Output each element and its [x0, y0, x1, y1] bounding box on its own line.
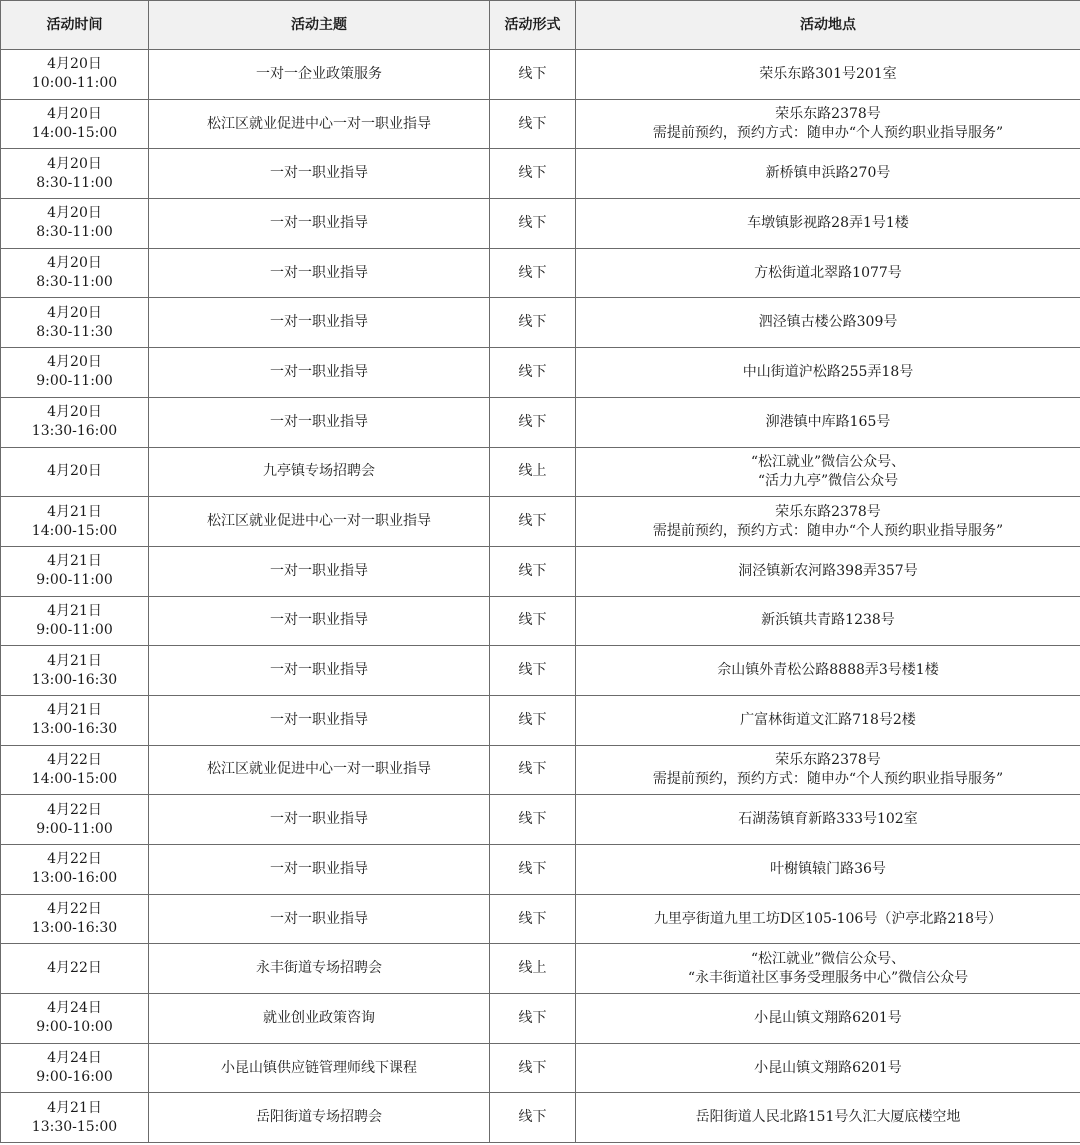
cell-location [576, 745, 1080, 795]
cell-topic: 岳阳街道专场招聘会 [149, 1093, 490, 1143]
table-row [1, 845, 1080, 895]
table-row [1, 248, 1080, 298]
cell-format: 线下 [490, 596, 576, 646]
cell-topic: 一对一企业政策服务 [149, 50, 490, 100]
cell-date-text: 4月22日 [47, 851, 102, 868]
cell-topic: 九亭镇专场招聘会 [149, 447, 490, 497]
cell-time-range-text: 13:00-16:30 [31, 671, 118, 688]
cell-time-range-text: 9:00-11:00 [36, 572, 113, 589]
cell-date-text: 4月20日 [47, 463, 102, 480]
cell-topic: 松江区就业促进中心一对一职业指导 [149, 497, 490, 547]
cell-time [1, 845, 149, 895]
table-row [1, 50, 1080, 100]
cell-location [576, 546, 1080, 596]
cell-location-line: 方松街道北翠路1077号 [754, 264, 902, 281]
cell-time-range-text: 14:00-15:00 [31, 125, 118, 142]
cell-time-range-text: 13:30-16:00 [31, 423, 118, 440]
cell-date-text: 4月22日 [47, 801, 102, 818]
cell-time [1, 1043, 149, 1093]
cell-location-line: 需提前预约，预约方式：随申办“个人预约职业指导服务” [652, 522, 1004, 539]
cell-topic: 一对一职业指导 [149, 795, 490, 845]
cell-date-text: 4月20日 [47, 56, 102, 73]
cell-location [576, 149, 1080, 199]
cell-topic: 一对一职业指导 [149, 149, 490, 199]
table-row [1, 546, 1080, 596]
table-row [1, 646, 1080, 696]
cell-format: 线上 [490, 447, 576, 497]
cell-time [1, 199, 149, 249]
cell-location-line: 小昆山镇文翔路6201号 [754, 1009, 902, 1026]
table-row [1, 149, 1080, 199]
cell-location [576, 199, 1080, 249]
cell-location-line: “松江就业”微信公众号、 [750, 950, 906, 967]
cell-location [576, 944, 1080, 994]
cell-topic: 一对一职业指导 [149, 298, 490, 348]
table-row [1, 447, 1080, 497]
cell-date-text: 4月22日 [47, 901, 102, 918]
cell-location-line: 荣乐东路2378号 [775, 751, 881, 768]
cell-date-text: 4月21日 [47, 553, 102, 570]
cell-location-line: 叶榭镇辕门路36号 [770, 860, 886, 877]
cell-format: 线下 [490, 994, 576, 1044]
cell-format: 线下 [490, 646, 576, 696]
header-time: 活动时间 [1, 1, 149, 50]
table-row [1, 348, 1080, 398]
cell-location-line: 中山街道沪松路255弄18号 [742, 363, 914, 380]
cell-time [1, 497, 149, 547]
cell-time-range-text: 8:30-11:30 [36, 323, 113, 340]
cell-location [576, 646, 1080, 696]
cell-time-range-text: 10:00-11:00 [31, 75, 118, 92]
cell-location [576, 99, 1080, 149]
cell-location [576, 1093, 1080, 1143]
cell-topic: 松江区就业促进中心一对一职业指导 [149, 99, 490, 149]
cell-date-text: 4月20日 [47, 106, 102, 123]
cell-time-range-text: 9:00-10:00 [36, 1019, 113, 1036]
cell-time [1, 944, 149, 994]
cell-location [576, 596, 1080, 646]
cell-location [576, 497, 1080, 547]
cell-location-line: 需提前预约，预约方式：随申办“个人预约职业指导服务” [652, 770, 1004, 787]
cell-format: 线下 [490, 298, 576, 348]
cell-date-text: 4月20日 [47, 304, 102, 321]
cell-time [1, 596, 149, 646]
cell-topic: 一对一职业指导 [149, 199, 490, 249]
cell-date-text: 4月20日 [47, 155, 102, 172]
table-row [1, 397, 1080, 447]
table-row [1, 745, 1080, 795]
cell-time [1, 248, 149, 298]
cell-format: 线下 [490, 695, 576, 745]
cell-location [576, 845, 1080, 895]
cell-location [576, 50, 1080, 100]
cell-location-line: 泖港镇中库路165号 [765, 413, 891, 430]
cell-location-line: 荣乐东路2378号 [775, 106, 881, 123]
cell-location-line: “永丰街道社区事务受理服务中心”微信公众号 [687, 969, 969, 986]
cell-location-line: 广富林街道文汇路718号2楼 [740, 711, 916, 728]
table-row [1, 894, 1080, 944]
cell-time-range-text: 9:00-11:00 [36, 373, 113, 390]
cell-date-text: 4月22日 [47, 751, 102, 768]
cell-date-text: 4月20日 [47, 255, 102, 272]
cell-location-line: 新浜镇共青路1238号 [761, 612, 895, 629]
cell-format: 线下 [490, 1093, 576, 1143]
table-row [1, 695, 1080, 745]
cell-date-text: 4月20日 [47, 205, 102, 222]
cell-location [576, 795, 1080, 845]
cell-format: 线下 [490, 248, 576, 298]
cell-format: 线下 [490, 50, 576, 100]
cell-format: 线下 [490, 795, 576, 845]
cell-time [1, 149, 149, 199]
cell-location [576, 248, 1080, 298]
cell-time-range-text: 8:30-11:00 [36, 274, 113, 291]
cell-time-range-text: 14:00-15:00 [31, 770, 118, 787]
table-row [1, 1093, 1080, 1143]
cell-format: 线下 [490, 745, 576, 795]
cell-location-line: 洞泾镇新农河路398弄357号 [738, 562, 918, 579]
cell-time-range-text: 9:00-11:00 [36, 820, 113, 837]
table-row [1, 944, 1080, 994]
cell-location [576, 994, 1080, 1044]
table-row [1, 497, 1080, 547]
cell-topic: 就业创业政策咨询 [149, 994, 490, 1044]
cell-location [576, 1043, 1080, 1093]
cell-time-range-text: 14:00-15:00 [31, 522, 118, 539]
cell-location-line: 岳阳街道人民北路151号久汇大厦底楼空地 [695, 1109, 961, 1126]
cell-location-line: 车墩镇影视路28弄1号1楼 [747, 214, 909, 231]
cell-location-line: “松江就业”微信公众号、 [750, 453, 906, 470]
header-location: 活动地点 [576, 1, 1080, 50]
cell-format: 线下 [490, 149, 576, 199]
table-row [1, 795, 1080, 845]
cell-time-range-text: 8:30-11:00 [36, 224, 113, 241]
cell-date-text: 4月21日 [47, 702, 102, 719]
cell-location-line: 新桥镇申浜路270号 [765, 165, 891, 182]
cell-topic: 一对一职业指导 [149, 596, 490, 646]
cell-location-line: 九里亭街道九里工坊D区105-106号（沪亭北路218号） [653, 910, 1003, 927]
cell-location [576, 695, 1080, 745]
cell-format: 线下 [490, 348, 576, 398]
table-row [1, 298, 1080, 348]
cell-format: 线上 [490, 944, 576, 994]
cell-format: 线下 [490, 497, 576, 547]
cell-format: 线下 [490, 894, 576, 944]
cell-time [1, 795, 149, 845]
cell-location [576, 397, 1080, 447]
table-row [1, 994, 1080, 1044]
cell-date-text: 4月20日 [47, 404, 102, 421]
cell-time [1, 695, 149, 745]
cell-time [1, 447, 149, 497]
cell-topic: 一对一职业指导 [149, 248, 490, 298]
header-topic: 活动主题 [149, 1, 490, 50]
cell-topic: 一对一职业指导 [149, 646, 490, 696]
cell-date-text: 4月21日 [47, 602, 102, 619]
cell-topic: 一对一职业指导 [149, 894, 490, 944]
table-row [1, 596, 1080, 646]
cell-format: 线下 [490, 546, 576, 596]
cell-format: 线下 [490, 199, 576, 249]
cell-date-text: 4月24日 [47, 1000, 102, 1017]
cell-location-line: 泗泾镇古楼公路309号 [758, 314, 898, 331]
cell-time-range-text: 8:30-11:00 [36, 174, 113, 191]
cell-topic: 小昆山镇供应链管理师线下课程 [149, 1043, 490, 1093]
cell-date-text: 4月20日 [47, 354, 102, 371]
cell-date-text: 4月24日 [47, 1050, 102, 1067]
cell-time [1, 546, 149, 596]
cell-location-line: 石湖荡镇育新路333号102室 [738, 811, 918, 828]
table-row [1, 99, 1080, 149]
cell-location-line: 荣乐东路301号201室 [759, 65, 897, 82]
cell-time-range-text: 13:30-15:00 [31, 1118, 118, 1135]
cell-time-range-text: 9:00-16:00 [36, 1069, 113, 1086]
cell-topic: 一对一职业指导 [149, 348, 490, 398]
cell-topic: 永丰街道专场招聘会 [149, 944, 490, 994]
cell-time [1, 646, 149, 696]
cell-time [1, 1093, 149, 1143]
cell-format: 线下 [490, 99, 576, 149]
table-row [1, 1043, 1080, 1093]
cell-time [1, 397, 149, 447]
cell-time-range-text: 13:00-16:30 [31, 920, 118, 937]
cell-location-line: 荣乐东路2378号 [775, 503, 881, 520]
cell-time [1, 50, 149, 100]
table-body [1, 50, 1080, 1143]
cell-location-line: 佘山镇外青松公路8888弄3号楼1楼 [717, 662, 939, 679]
cell-location-line: 需提前预约，预约方式：随申办“个人预约职业指导服务” [652, 125, 1004, 142]
header-row [1, 1, 1080, 50]
cell-time [1, 348, 149, 398]
header-format: 活动形式 [490, 1, 576, 50]
table-header [1, 1, 1080, 50]
cell-time [1, 894, 149, 944]
cell-date-text: 4月21日 [47, 503, 102, 520]
cell-topic: 一对一职业指导 [149, 845, 490, 895]
cell-format: 线下 [490, 845, 576, 895]
cell-time [1, 745, 149, 795]
cell-time [1, 298, 149, 348]
table-row [1, 199, 1080, 249]
cell-date-text: 4月21日 [47, 1099, 102, 1116]
cell-location-line: “活力九亭”微信公众号 [757, 472, 899, 489]
cell-time [1, 994, 149, 1044]
cell-format: 线下 [490, 1043, 576, 1093]
cell-time-range-text: 13:00-16:00 [31, 870, 118, 887]
cell-location [576, 447, 1080, 497]
cell-location-line: 小昆山镇文翔路6201号 [754, 1059, 902, 1076]
cell-time [1, 99, 149, 149]
cell-topic: 一对一职业指导 [149, 546, 490, 596]
cell-topic: 松江区就业促进中心一对一职业指导 [149, 745, 490, 795]
cell-time-range-text: 9:00-11:00 [36, 621, 113, 638]
cell-format: 线下 [490, 397, 576, 447]
cell-time-range-text: 13:00-16:30 [31, 721, 118, 738]
cell-location [576, 298, 1080, 348]
cell-location [576, 348, 1080, 398]
cell-date-text: 4月21日 [47, 652, 102, 669]
cell-topic: 一对一职业指导 [149, 695, 490, 745]
cell-date-text: 4月22日 [47, 960, 102, 977]
cell-location [576, 894, 1080, 944]
cell-topic: 一对一职业指导 [149, 397, 490, 447]
